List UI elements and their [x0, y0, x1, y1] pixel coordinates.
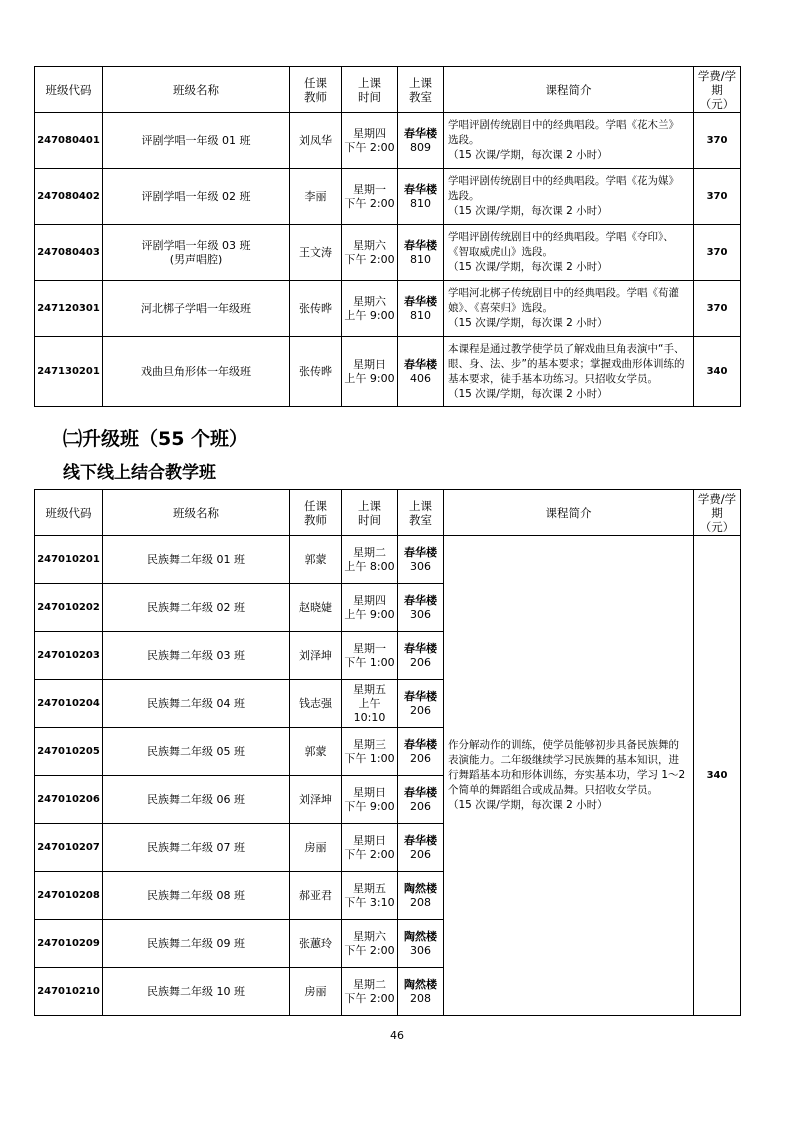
- section-subheading-blended-classes: 线下线上结合教学班: [63, 463, 216, 483]
- classroom-number: 810: [410, 252, 431, 266]
- classroom: [398, 281, 444, 337]
- class-code: 247010204: [35, 680, 103, 728]
- tuition-fee: 370: [694, 225, 741, 281]
- course-description-note: （15 次课/学期，每次课 2 小时）: [448, 149, 608, 161]
- header-code: 班级代码: [35, 490, 103, 536]
- class-name-note: (男声唱腔): [169, 252, 223, 266]
- course-description: [444, 113, 694, 169]
- classroom-number: 406: [410, 371, 431, 385]
- class-day: 星期日: [353, 357, 386, 371]
- course-description-note: （15 次课/学期，每次课 2 小时）: [448, 317, 608, 329]
- class-name-text: 评剧学唱一年级 02 班: [141, 189, 251, 203]
- table-row: [35, 281, 741, 337]
- class-time: [342, 920, 398, 968]
- classroom: [398, 632, 444, 680]
- teacher-name: 房丽: [290, 824, 342, 872]
- class-time: [342, 337, 398, 407]
- course-description-note: （15 次课/学期，每次课 2 小时）: [448, 205, 608, 217]
- classroom-building: 春华楼: [404, 593, 437, 607]
- class-hour: 下午 2:00: [344, 252, 395, 266]
- class-code: 247010203: [35, 632, 103, 680]
- class-name: 民族舞二年级 04 班: [103, 680, 290, 728]
- class-name: 民族舞二年级 05 班: [103, 728, 290, 776]
- class-time: [342, 536, 398, 584]
- classroom-number: 306: [410, 943, 431, 957]
- class-time: [342, 169, 398, 225]
- class-day: 星期四: [353, 126, 386, 140]
- header-time: 上课 时间: [342, 490, 398, 536]
- class-hour: 下午 2:00: [344, 140, 395, 154]
- classroom: [398, 536, 444, 584]
- course-description-note: （15 次课/学期，每次课 2 小时）: [448, 387, 608, 400]
- class-name-text: 戏曲旦角形体一年级班: [141, 364, 251, 378]
- class-hour: 下午 1:00: [344, 751, 395, 765]
- course-description-text: 作分解动作的训练，使学员能够初步具备民族舞的表演能力。二年级继续学习民族舞的基本知识，进行舞蹈基本功和形体训练，夯实基本功，学习 1～2 个简单的舞蹈组合或成品舞。只招收女学员。: [448, 739, 686, 796]
- classroom-building: 春华楼: [404, 689, 437, 703]
- classroom-building: 春华楼: [404, 238, 437, 252]
- classroom: [398, 728, 444, 776]
- class-hour: 上午 9:00: [344, 607, 395, 621]
- class-time: [342, 632, 398, 680]
- course-description: [444, 536, 694, 1016]
- class-day: 星期二: [353, 977, 386, 991]
- class-code: 247080403: [35, 225, 103, 281]
- class-name-text: 评剧学唱一年级 01 班: [141, 133, 251, 147]
- class-hour: 上午 9:00: [344, 308, 395, 322]
- section-heading-upgrade-classes: ㈡升级班（55 个班）: [63, 428, 249, 450]
- classroom-building: 春华楼: [404, 182, 437, 196]
- course-description: [444, 281, 694, 337]
- class-day: 星期日: [353, 833, 386, 847]
- classroom-building: 陶然楼: [404, 977, 437, 991]
- classroom-building: 春华楼: [404, 737, 437, 751]
- classroom-number: 206: [410, 799, 431, 813]
- class-hour: 下午 1:00: [344, 655, 395, 669]
- class-time: [342, 728, 398, 776]
- classroom: [398, 920, 444, 968]
- classroom-building: 陶然楼: [404, 929, 437, 943]
- classroom-number: 306: [410, 607, 431, 621]
- class-code: 247080402: [35, 169, 103, 225]
- classroom-building: 春华楼: [404, 126, 437, 140]
- class-code: 247010206: [35, 776, 103, 824]
- classroom-number: 206: [410, 751, 431, 765]
- class-code: 247010208: [35, 872, 103, 920]
- teacher-name: 房丽: [290, 968, 342, 1016]
- header-teacher: 任课 教师: [290, 67, 342, 113]
- classroom-number: 206: [410, 655, 431, 669]
- class-code: 247010201: [35, 536, 103, 584]
- classroom-building: 春华楼: [404, 641, 437, 655]
- class-time: [342, 680, 398, 728]
- teacher-name: 张蕙玲: [290, 920, 342, 968]
- classroom-number: 809: [410, 140, 431, 154]
- header-name: 班级名称: [103, 490, 290, 536]
- class-hour: 上午 10:10: [353, 696, 386, 724]
- class-day: 星期四: [353, 593, 386, 607]
- table-header-row: [35, 490, 741, 536]
- teacher-name: 王文涛: [290, 225, 342, 281]
- class-day: 星期三: [353, 737, 386, 751]
- class-name-text: 河北梆子学唱一年级班: [141, 301, 251, 315]
- class-time: [342, 113, 398, 169]
- header-time: 上课 时间: [342, 67, 398, 113]
- class-day: 星期五: [353, 881, 386, 895]
- class-hour: 下午 9:00: [344, 799, 395, 813]
- course-table-second-year: [34, 489, 741, 1016]
- class-name: [103, 225, 290, 281]
- teacher-name: 刘凤华: [290, 113, 342, 169]
- class-day: 星期一: [353, 641, 386, 655]
- classroom-building: 春华楼: [404, 294, 437, 308]
- classroom-number: 208: [410, 895, 431, 909]
- course-description-text: 学唱评剧传统剧目中的经典唱段。学唱《夺印》、《智取威虎山》选段。: [448, 231, 674, 258]
- course-description: [444, 337, 694, 407]
- header-name: 班级名称: [103, 67, 290, 113]
- class-name-text: 评剧学唱一年级 03 班: [141, 238, 251, 252]
- teacher-name: 钱志强: [290, 680, 342, 728]
- header-desc: 课程简介: [444, 490, 694, 536]
- class-name: [103, 337, 290, 407]
- class-time: [342, 776, 398, 824]
- header-desc: 课程简介: [444, 67, 694, 113]
- classroom: [398, 968, 444, 1016]
- teacher-name: 赵晓婕: [290, 584, 342, 632]
- class-hour: 下午 2:00: [344, 196, 395, 210]
- classroom-building: 春华楼: [404, 785, 437, 799]
- class-hour: 上午 8:00: [344, 559, 395, 573]
- class-code: 247010202: [35, 584, 103, 632]
- classroom-number: 206: [410, 847, 431, 861]
- class-code: 247080401: [35, 113, 103, 169]
- table-row: [35, 536, 741, 584]
- class-code: 247120301: [35, 281, 103, 337]
- course-description: [444, 169, 694, 225]
- class-day: 星期六: [353, 238, 386, 252]
- classroom-number: 206: [410, 703, 431, 717]
- teacher-name: 李丽: [290, 169, 342, 225]
- classroom-building: 春华楼: [404, 545, 437, 559]
- table-row: [35, 113, 741, 169]
- class-name: 民族舞二年级 01 班: [103, 536, 290, 584]
- classroom-number: 306: [410, 559, 431, 573]
- classroom-number: 810: [410, 308, 431, 322]
- class-time: [342, 824, 398, 872]
- tuition-fee: 340: [694, 337, 741, 407]
- class-code: 247010209: [35, 920, 103, 968]
- header-teacher: 任课 教师: [290, 490, 342, 536]
- header-code: 班级代码: [35, 67, 103, 113]
- classroom: [398, 824, 444, 872]
- teacher-name: 郭蒙: [290, 536, 342, 584]
- classroom: [398, 584, 444, 632]
- tuition-fee: 370: [694, 113, 741, 169]
- class-day: 星期二: [353, 545, 386, 559]
- header-room: 上课 教室: [398, 67, 444, 113]
- class-time: [342, 225, 398, 281]
- class-day: 星期六: [353, 929, 386, 943]
- course-description-text: 本课程是通过教学使学员了解戏曲旦角表演中“手、眼、身、法、步”的基本要求；掌握戏曲形体训练的基本要求，徒手基本功练习。只招收女学员。: [448, 342, 685, 385]
- classroom-building: 陶然楼: [404, 881, 437, 895]
- class-time: [342, 968, 398, 1016]
- page-number: 46: [390, 1029, 404, 1042]
- header-room: 上课 教室: [398, 490, 444, 536]
- classroom: [398, 872, 444, 920]
- course-description: [444, 225, 694, 281]
- class-time: [342, 281, 398, 337]
- teacher-name: 刘泽坤: [290, 776, 342, 824]
- classroom: [398, 680, 444, 728]
- classroom: [398, 113, 444, 169]
- class-name: 民族舞二年级 06 班: [103, 776, 290, 824]
- class-hour: 下午 3:10: [344, 895, 395, 909]
- class-day: 星期一: [353, 182, 386, 196]
- classroom-building: 春华楼: [404, 833, 437, 847]
- class-hour: 下午 2:00: [344, 991, 395, 1005]
- tuition-fee: 370: [694, 169, 741, 225]
- class-name: [103, 169, 290, 225]
- classroom-number: 208: [410, 991, 431, 1005]
- class-hour: 下午 2:00: [344, 847, 395, 861]
- header-fee: 学费/学期 （元）: [694, 67, 741, 113]
- class-code: 247010210: [35, 968, 103, 1016]
- class-code: 247010205: [35, 728, 103, 776]
- class-name: [103, 113, 290, 169]
- teacher-name: 郝亚君: [290, 872, 342, 920]
- class-day: 星期五: [353, 682, 386, 696]
- classroom: [398, 169, 444, 225]
- header-fee: 学费/学期 （元）: [694, 490, 741, 536]
- class-name: 民族舞二年级 08 班: [103, 872, 290, 920]
- class-name: 民族舞二年级 02 班: [103, 584, 290, 632]
- teacher-name: 刘泽坤: [290, 632, 342, 680]
- course-description-text: 学唱河北梆子传统剧目中的经典唱段。学唱《荀灌娘》、《喜荣归》选段。: [448, 287, 679, 314]
- class-name: 民族舞二年级 10 班: [103, 968, 290, 1016]
- table-header-row: [35, 67, 741, 113]
- class-time: [342, 872, 398, 920]
- classroom-number: 810: [410, 196, 431, 210]
- class-name: 民族舞二年级 09 班: [103, 920, 290, 968]
- teacher-name: 张传晔: [290, 281, 342, 337]
- class-day: 星期六: [353, 294, 386, 308]
- table-row: [35, 225, 741, 281]
- teacher-name: 郭蒙: [290, 728, 342, 776]
- tuition-fee: 340: [694, 536, 741, 1016]
- class-name: [103, 281, 290, 337]
- classroom: [398, 337, 444, 407]
- class-hour: 下午 2:00: [344, 943, 395, 957]
- course-description-text: 学唱评剧传统剧目中的经典唱段。学唱《花木兰》选段。: [448, 119, 679, 146]
- classroom-building: 春华楼: [404, 357, 437, 371]
- classroom: [398, 776, 444, 824]
- class-code: 247130201: [35, 337, 103, 407]
- class-name: 民族舞二年级 07 班: [103, 824, 290, 872]
- teacher-name: 张传晔: [290, 337, 342, 407]
- table-row: [35, 337, 741, 407]
- table-row: [35, 169, 741, 225]
- class-time: [342, 584, 398, 632]
- course-description-text: 学唱评剧传统剧目中的经典唱段。学唱《花为媒》选段。: [448, 175, 679, 202]
- classroom: [398, 225, 444, 281]
- course-table-first-year: [34, 66, 741, 407]
- class-hour: 上午 9:00: [344, 371, 395, 385]
- class-code: 247010207: [35, 824, 103, 872]
- course-description-note: （15 次课/学期，每次课 2 小时）: [448, 799, 608, 811]
- class-name: 民族舞二年级 03 班: [103, 632, 290, 680]
- course-description-note: （15 次课/学期，每次课 2 小时）: [448, 261, 608, 273]
- tuition-fee: 370: [694, 281, 741, 337]
- class-day: 星期日: [353, 785, 386, 799]
